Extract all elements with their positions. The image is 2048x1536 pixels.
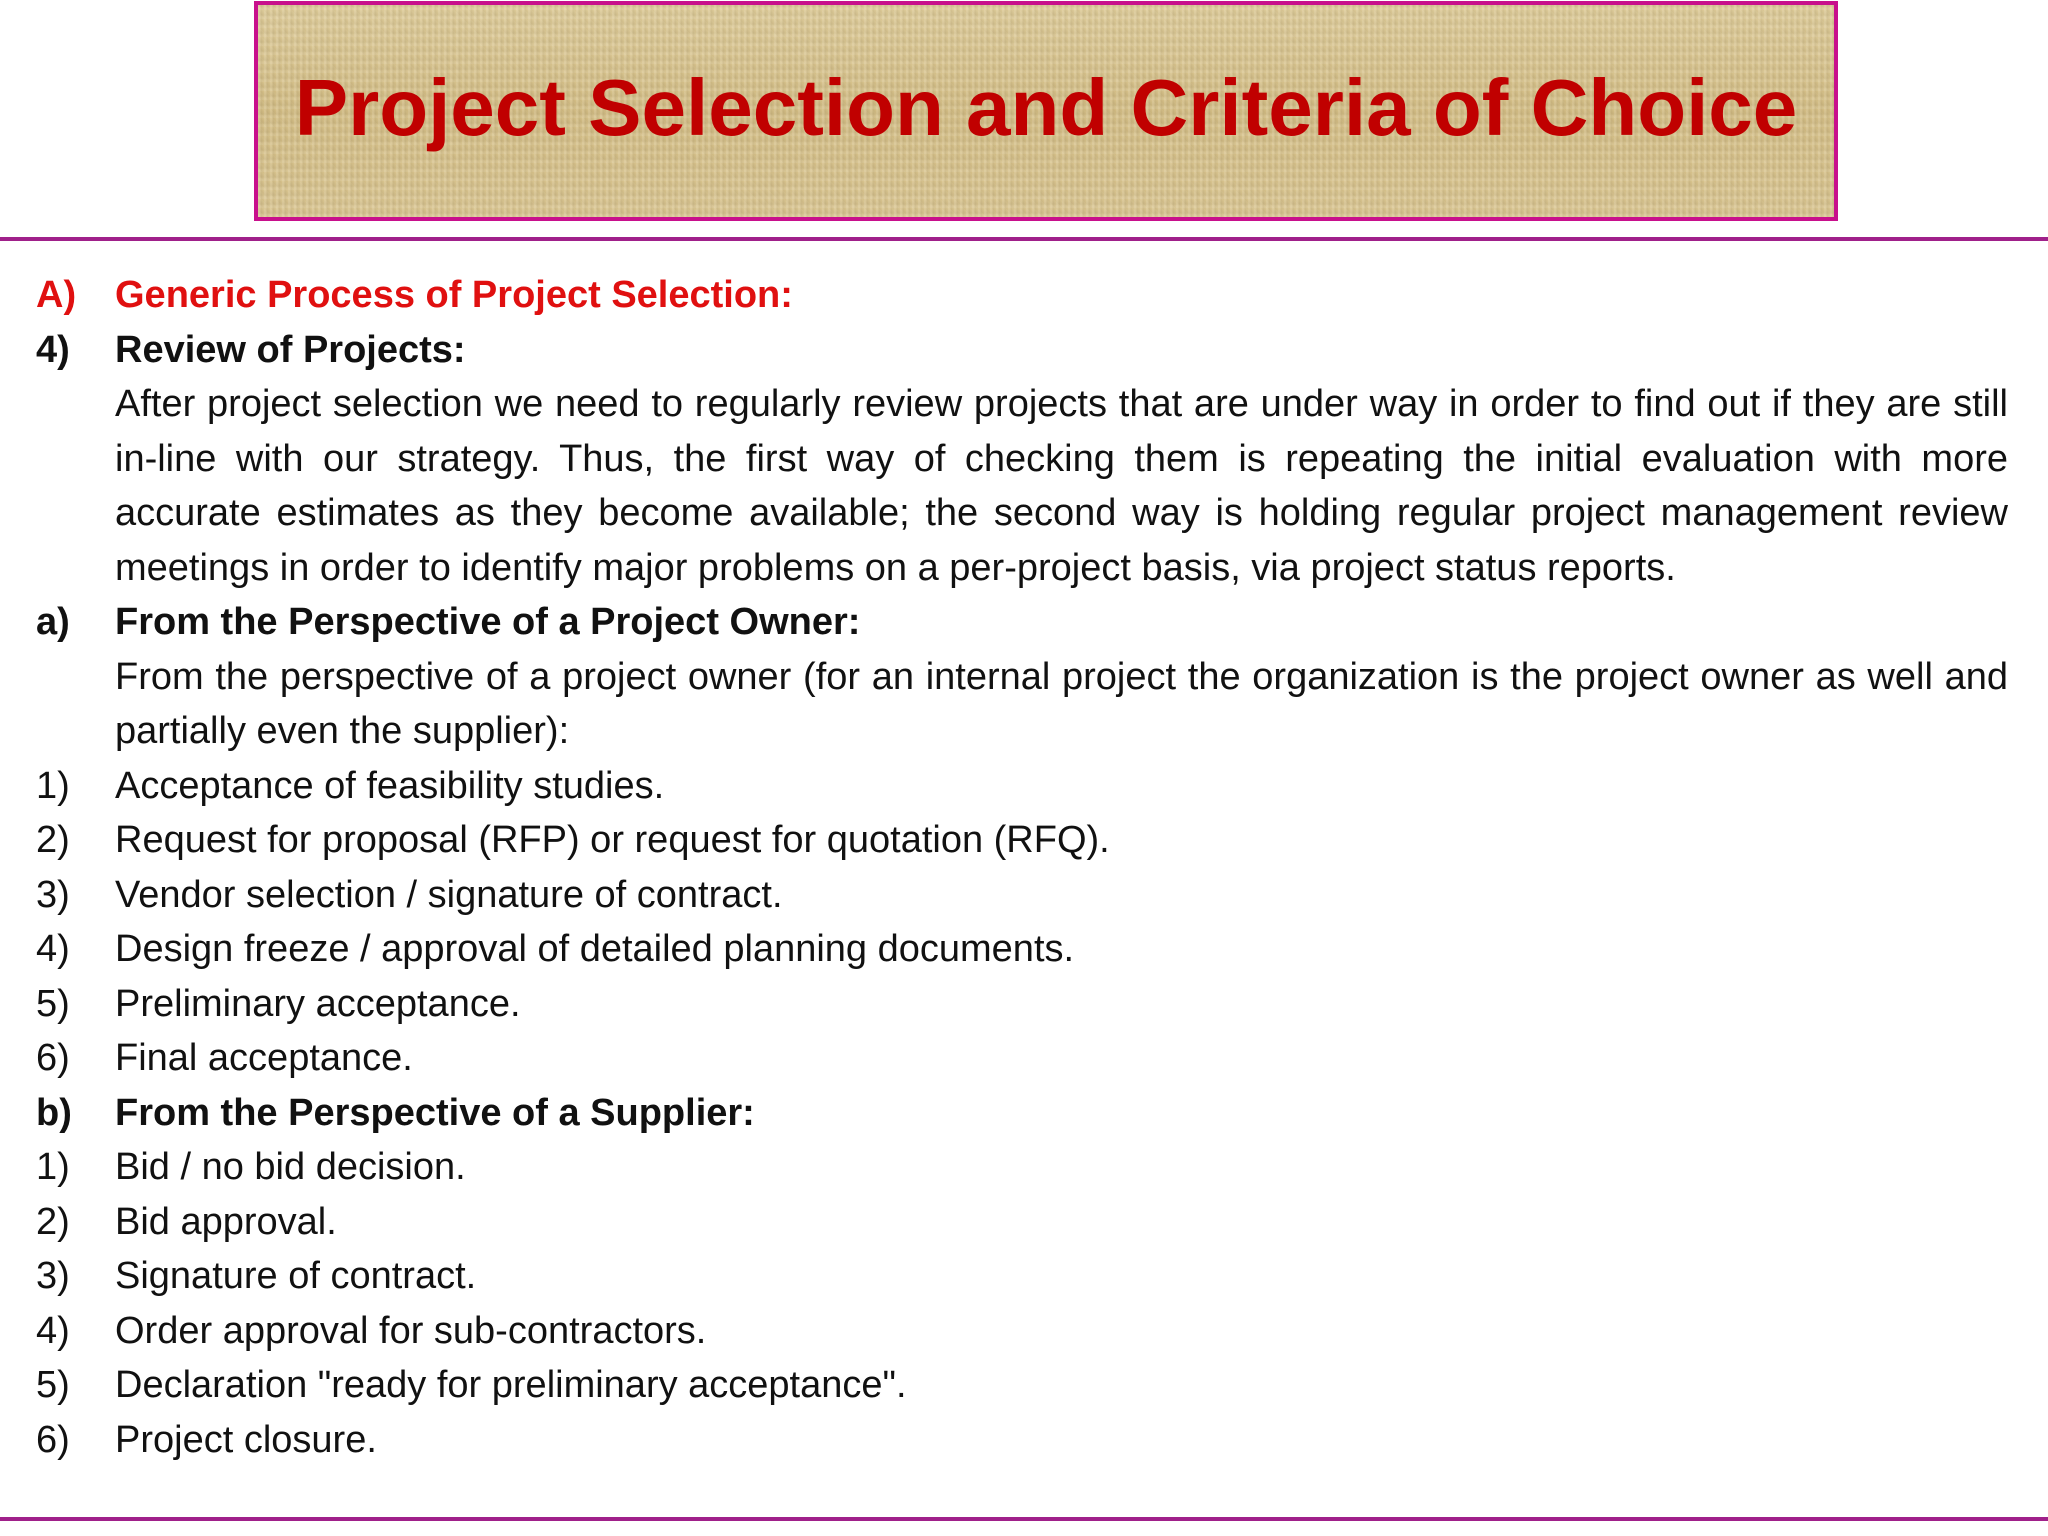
list-item-text: Signature of contract.	[115, 1255, 477, 1297]
slide-title: Project Selection and Criteria of Choice	[294, 63, 1798, 152]
review-heading-row	[36, 323, 2008, 378]
list-item	[36, 1304, 2008, 1359]
list-item-marker: 5)	[36, 982, 70, 1025]
list-item-text: Preliminary acceptance.	[115, 982, 521, 1025]
list-item-text: Order approval for sub-contractors.	[115, 1309, 707, 1352]
list-item-text: Design freeze / approval of detailed planning documents.	[115, 928, 1075, 970]
list-item-marker: 2)	[36, 1200, 70, 1243]
slide-content	[36, 268, 2008, 1467]
list-item	[36, 1249, 2008, 1304]
section-heading: Generic Process of Project Selection:	[115, 274, 793, 316]
list-item-text: Declaration "ready for preliminary acceptance".	[115, 1364, 907, 1406]
list-item-text: Bid / no bid decision.	[115, 1146, 466, 1188]
list-item	[36, 1195, 2008, 1250]
top-divider	[0, 237, 2048, 241]
list-item-text: Project closure.	[115, 1418, 377, 1461]
review-paragraph: After project selection we need to regularly review projects that are under way in order to find out if they are still in-line with our strategy. Thus, the first way of checking them is repeating the initial evaluation with more accurate estimates as they become available; the second way is holding regular project management review meetings in order to identify major problems on a per-project basis, via project status reports.	[115, 383, 2008, 589]
list-item-text: Acceptance of feasibility studies.	[115, 764, 665, 807]
list-item-marker: 2)	[36, 819, 70, 861]
list-item	[36, 1413, 2008, 1468]
list-item-marker: 1)	[36, 764, 70, 807]
supplier-heading: From the Perspective of a Supplier:	[115, 1091, 755, 1134]
list-item-text: Bid approval.	[115, 1200, 337, 1243]
list-item	[36, 868, 2008, 923]
list-item-marker: 4)	[36, 928, 70, 970]
list-item	[36, 977, 2008, 1032]
list-item-marker: 1)	[36, 1146, 70, 1188]
list-item	[36, 1358, 2008, 1413]
list-item-marker: 3)	[36, 1255, 70, 1297]
owner-heading-row	[36, 595, 2008, 650]
review-marker: 4)	[36, 328, 70, 371]
list-item-marker: 3)	[36, 873, 70, 916]
list-item-text: Final acceptance.	[115, 1037, 413, 1079]
list-item	[36, 759, 2008, 814]
list-item	[36, 1140, 2008, 1195]
list-item-marker: 6)	[36, 1037, 70, 1079]
list-item	[36, 922, 2008, 977]
bottom-divider	[0, 1517, 2048, 1521]
list-item-marker: 5)	[36, 1364, 70, 1406]
supplier-marker: b)	[36, 1091, 72, 1134]
list-item-text: Request for proposal (RFP) or request for quotation (RFQ).	[115, 819, 1110, 861]
review-heading: Review of Projects:	[115, 328, 466, 371]
supplier-heading-row	[36, 1086, 2008, 1141]
owner-paragraph: From the perspective of a project owner (for an internal project the organization is the project owner as well and partially even the supplier):	[115, 655, 2008, 752]
list-item-text: Vendor selection / signature of contract.	[115, 873, 783, 916]
title-banner	[254, 1, 1838, 221]
owner-marker: a)	[36, 601, 70, 643]
owner-heading: From the Perspective of a Project Owner:	[115, 601, 861, 643]
list-item	[36, 813, 2008, 868]
list-item-marker: 4)	[36, 1309, 70, 1352]
list-item	[36, 1031, 2008, 1086]
list-item-marker: 6)	[36, 1418, 70, 1461]
section-marker: A)	[36, 274, 77, 316]
section-heading-row	[36, 268, 2008, 323]
